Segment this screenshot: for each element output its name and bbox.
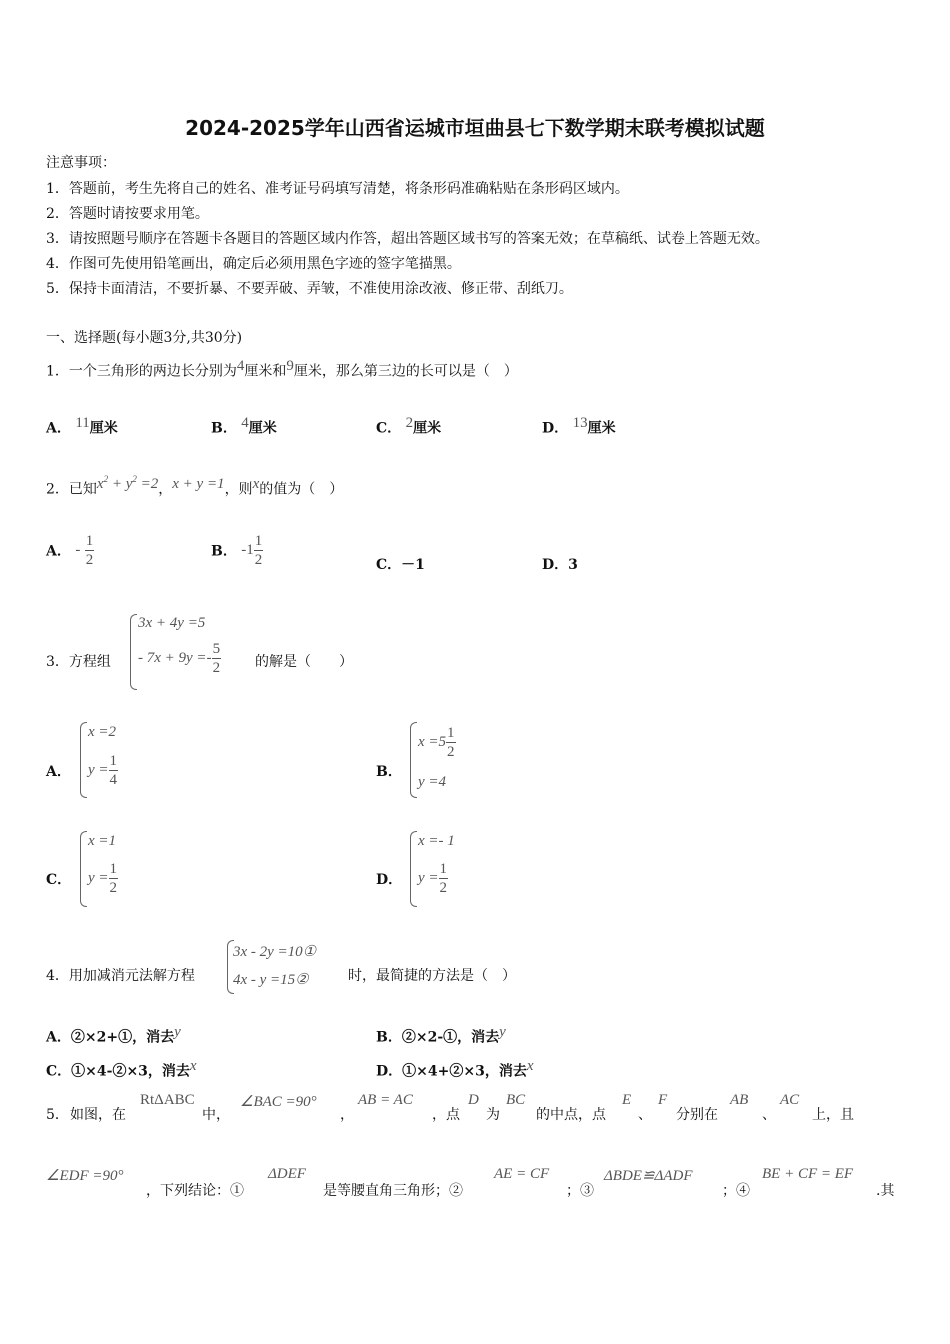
brace <box>80 722 87 798</box>
option-d-label[interactable]: D． <box>376 872 403 888</box>
brace <box>80 831 87 907</box>
option-c-label[interactable]: C． <box>46 872 72 888</box>
section-heading: 一、选择题(每小题3分,共30分) <box>46 330 243 346</box>
option-d[interactable]: D．①×4+②×3，消去$^x$ <box>376 1058 534 1080</box>
option-a-y: y = $\frac{1}{4}$ <box>88 753 118 788</box>
brace <box>410 722 417 798</box>
note-item: 5．保持卡面清洁，不要折暴、不要弄破、弄皱，不准使用涂改液、修正带、刮纸刀。 <box>46 281 573 297</box>
option-c[interactable]: C．①×4-②×3，消去$^x$ <box>46 1058 197 1080</box>
option-d[interactable]: D．3 <box>542 557 578 573</box>
question-number: 1． <box>46 363 69 380</box>
equation-row: - 7x + 9y =- $\frac{5}{2}$ <box>138 641 221 676</box>
question-3-text: 的解是（ ） <box>255 654 353 670</box>
notes-heading: 注意事项： <box>46 155 116 171</box>
page-title: 2024-2025学年山西省运城市垣曲县七下数学期末联考模拟试题 <box>185 116 765 140</box>
brace <box>130 614 137 690</box>
option-b-label[interactable]: B． <box>376 764 402 780</box>
option-c-y: y = $\frac{1}{2}$ <box>88 861 118 896</box>
option-d-x: x =- 1 <box>418 833 455 849</box>
option-a[interactable]: A．②×2+①，消去$^y$ <box>46 1024 181 1046</box>
question-number: 2． <box>46 481 69 498</box>
option-d-y: y = $\frac{1}{2}$ <box>418 861 448 896</box>
question-5-number: 5． <box>46 1107 69 1123</box>
option-a-x: x =2 <box>88 724 117 740</box>
note-item: 2．答题时请按要求用笔。 <box>46 206 209 222</box>
option-c[interactable]: C．－1 <box>376 557 425 573</box>
note-item: 1．答题前，考生先将自己的姓名、准考证号码填写清楚，将条形码准确粘贴在条形码区域内。 <box>46 181 629 197</box>
option-a-label[interactable]: A． <box>46 764 71 780</box>
option-b-x: x =5 $\frac{1}{2}$ <box>418 725 455 760</box>
option-b[interactable]: B． $^4$厘米 <box>211 415 277 437</box>
option-c-x: x =1 <box>88 833 117 849</box>
note-item: 4．作图可先使用铅笔画出，确定后必须用黑色字迹的签字笔描黑。 <box>46 256 461 272</box>
question-1: 1．一个三角形的两边长分别为$^4$厘米和$^9$厘米，那么第三边的长可以是（ ） <box>46 358 518 380</box>
option-a[interactable]: A． - $\frac{1}{2}$ <box>46 533 94 568</box>
option-d[interactable]: D． $^{13}$厘米 <box>542 415 616 437</box>
option-b[interactable]: B． -1 $\frac{1}{2}$ <box>211 533 263 568</box>
note-item: 3．请按照题号顺序在答题卡各题目的答题区域内作答，超出答题区域书写的答案无效；在草稿纸、试卷上答题无效。 <box>46 231 769 247</box>
brace <box>410 831 417 907</box>
option-b-y: y =4 <box>418 774 447 790</box>
option-b[interactable]: B．②×2-①，消去$^y$ <box>376 1024 506 1046</box>
question-4-text: 时，最简捷的方法是（ ） <box>348 968 516 984</box>
question-2: 2．已知$^{x^2 + y^2 =2}$，$^{x + y =1}$，则$^x$的值为（ ） <box>46 474 344 498</box>
question-3-number: 3．方程组 <box>46 654 111 670</box>
question-4: 4．用加减消元法解方程 <box>46 968 195 984</box>
equation-row: 3x + 4y =5 <box>138 615 206 631</box>
equation-row: 3x - 2y =10① <box>233 944 317 960</box>
equation-row: 4x - y =15② <box>233 972 309 988</box>
option-c[interactable]: C． $^2$厘米 <box>376 415 442 437</box>
option-a[interactable]: A． $^{11}$厘米 <box>46 415 118 437</box>
